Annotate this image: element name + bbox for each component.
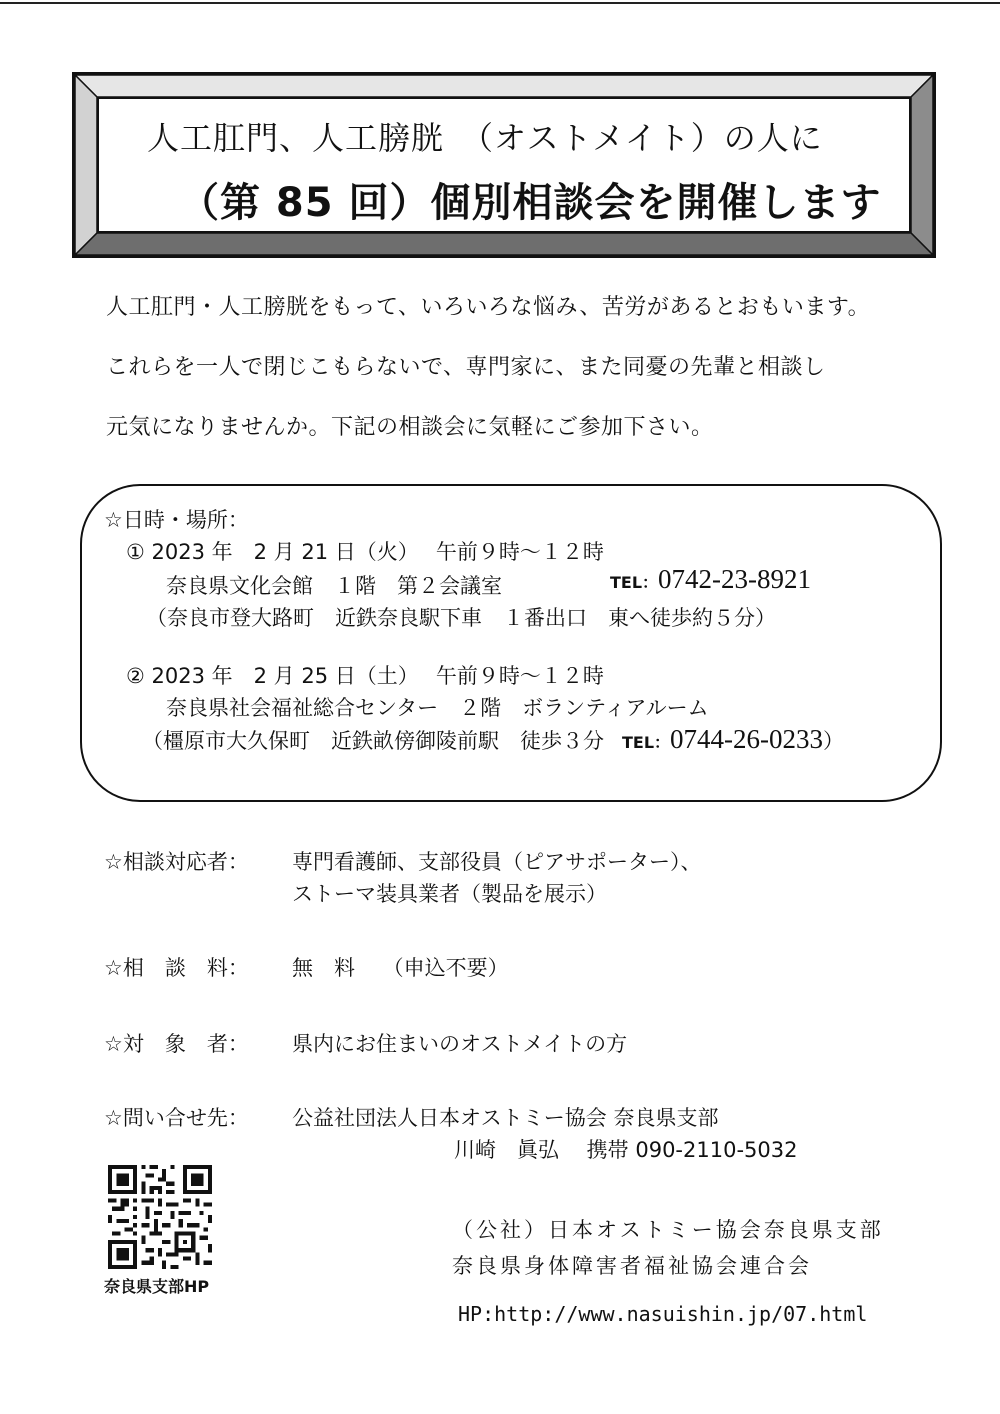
schedule-box xyxy=(80,484,942,802)
title-inner-panel xyxy=(97,97,911,233)
intro-line-2: これらを一人で閉じこもらないで、専門家に、また同憂の先輩と相談し xyxy=(106,355,826,380)
qr-caption: 奈良県支部HP xyxy=(104,1277,210,1296)
session-1-date: ① 2023 年 2 月 21 日（火） 午前９時～１２時 xyxy=(126,540,604,564)
session-1-venue: 奈良県文化会館 １階 第２会議室 xyxy=(166,574,502,598)
session-2-date: ② 2023 年 2 月 25 日（土） 午前９時～１２時 xyxy=(126,664,604,688)
top-rule xyxy=(0,2,1000,4)
contact-label: ☆問い合せ先： xyxy=(104,1106,249,1130)
title-subheading: 人工肛門、人工膀胱 （オストメイト）の人に xyxy=(147,119,823,157)
tel-number: 0742-23-8921 xyxy=(658,564,812,594)
intro-line-1: 人工肛門・人工膀胱をもって、いろいろな悩み、苦労があるとおもいます。 xyxy=(106,295,871,320)
title-frame xyxy=(72,72,936,258)
tel-label: TEL： xyxy=(622,733,671,752)
fee-label: ☆相 談 料： xyxy=(104,956,249,980)
target-label: ☆対 象 者： xyxy=(104,1032,249,1056)
footer-org-1: （公社）日本オストミー協会奈良県支部 xyxy=(452,1218,884,1242)
tel-label: TEL： xyxy=(610,573,659,592)
tel-number: 0744-26-0233 xyxy=(670,724,824,754)
intro-line-3: 元気になりませんか。下記の相談会に気軽にご参加下さい。 xyxy=(106,415,714,440)
session-2-access: （橿原市大久保町 近鉄畝傍御陵前駅 徒歩３分 xyxy=(142,729,604,753)
staff-line-1: 専門看護師、支部役員（ピアサポーター）、 xyxy=(292,850,702,874)
session-2-venue: 奈良県社会福祉総合センター ２階 ボランティアルーム xyxy=(166,696,709,720)
target-value: 県内にお住まいのオストメイトの方 xyxy=(292,1032,628,1056)
contact-person: 川崎 眞弘 携帯 090-2110-5032 xyxy=(454,1138,798,1162)
footer-homepage-link[interactable]: HP:http://www.nasuishin.jp/07.html xyxy=(458,1302,868,1326)
page-title: （第 85 回）個別相談会を開催します xyxy=(179,180,882,226)
session-1-tel xyxy=(610,564,811,595)
session-1-access: （奈良市登大路町 近鉄奈良駅下車 １番出口 東へ徒歩約５分） xyxy=(146,606,776,630)
schedule-heading: ☆日時・場所： xyxy=(104,508,249,532)
fee-value: 無 料 （申込不要） xyxy=(292,956,509,980)
tel-close-paren: ） xyxy=(823,729,845,753)
contact-org: 公益社団法人日本オストミー協会 奈良県支部 xyxy=(292,1106,719,1130)
session-2-access-line xyxy=(142,724,844,755)
qr-code[interactable] xyxy=(108,1165,212,1269)
footer-org-2: 奈良県身体障害者福祉協会連合会 xyxy=(452,1254,812,1278)
staff-label: ☆相談対応者： xyxy=(104,850,249,874)
staff-line-2: ストーマ装具業者（製品を展示） xyxy=(292,882,607,906)
